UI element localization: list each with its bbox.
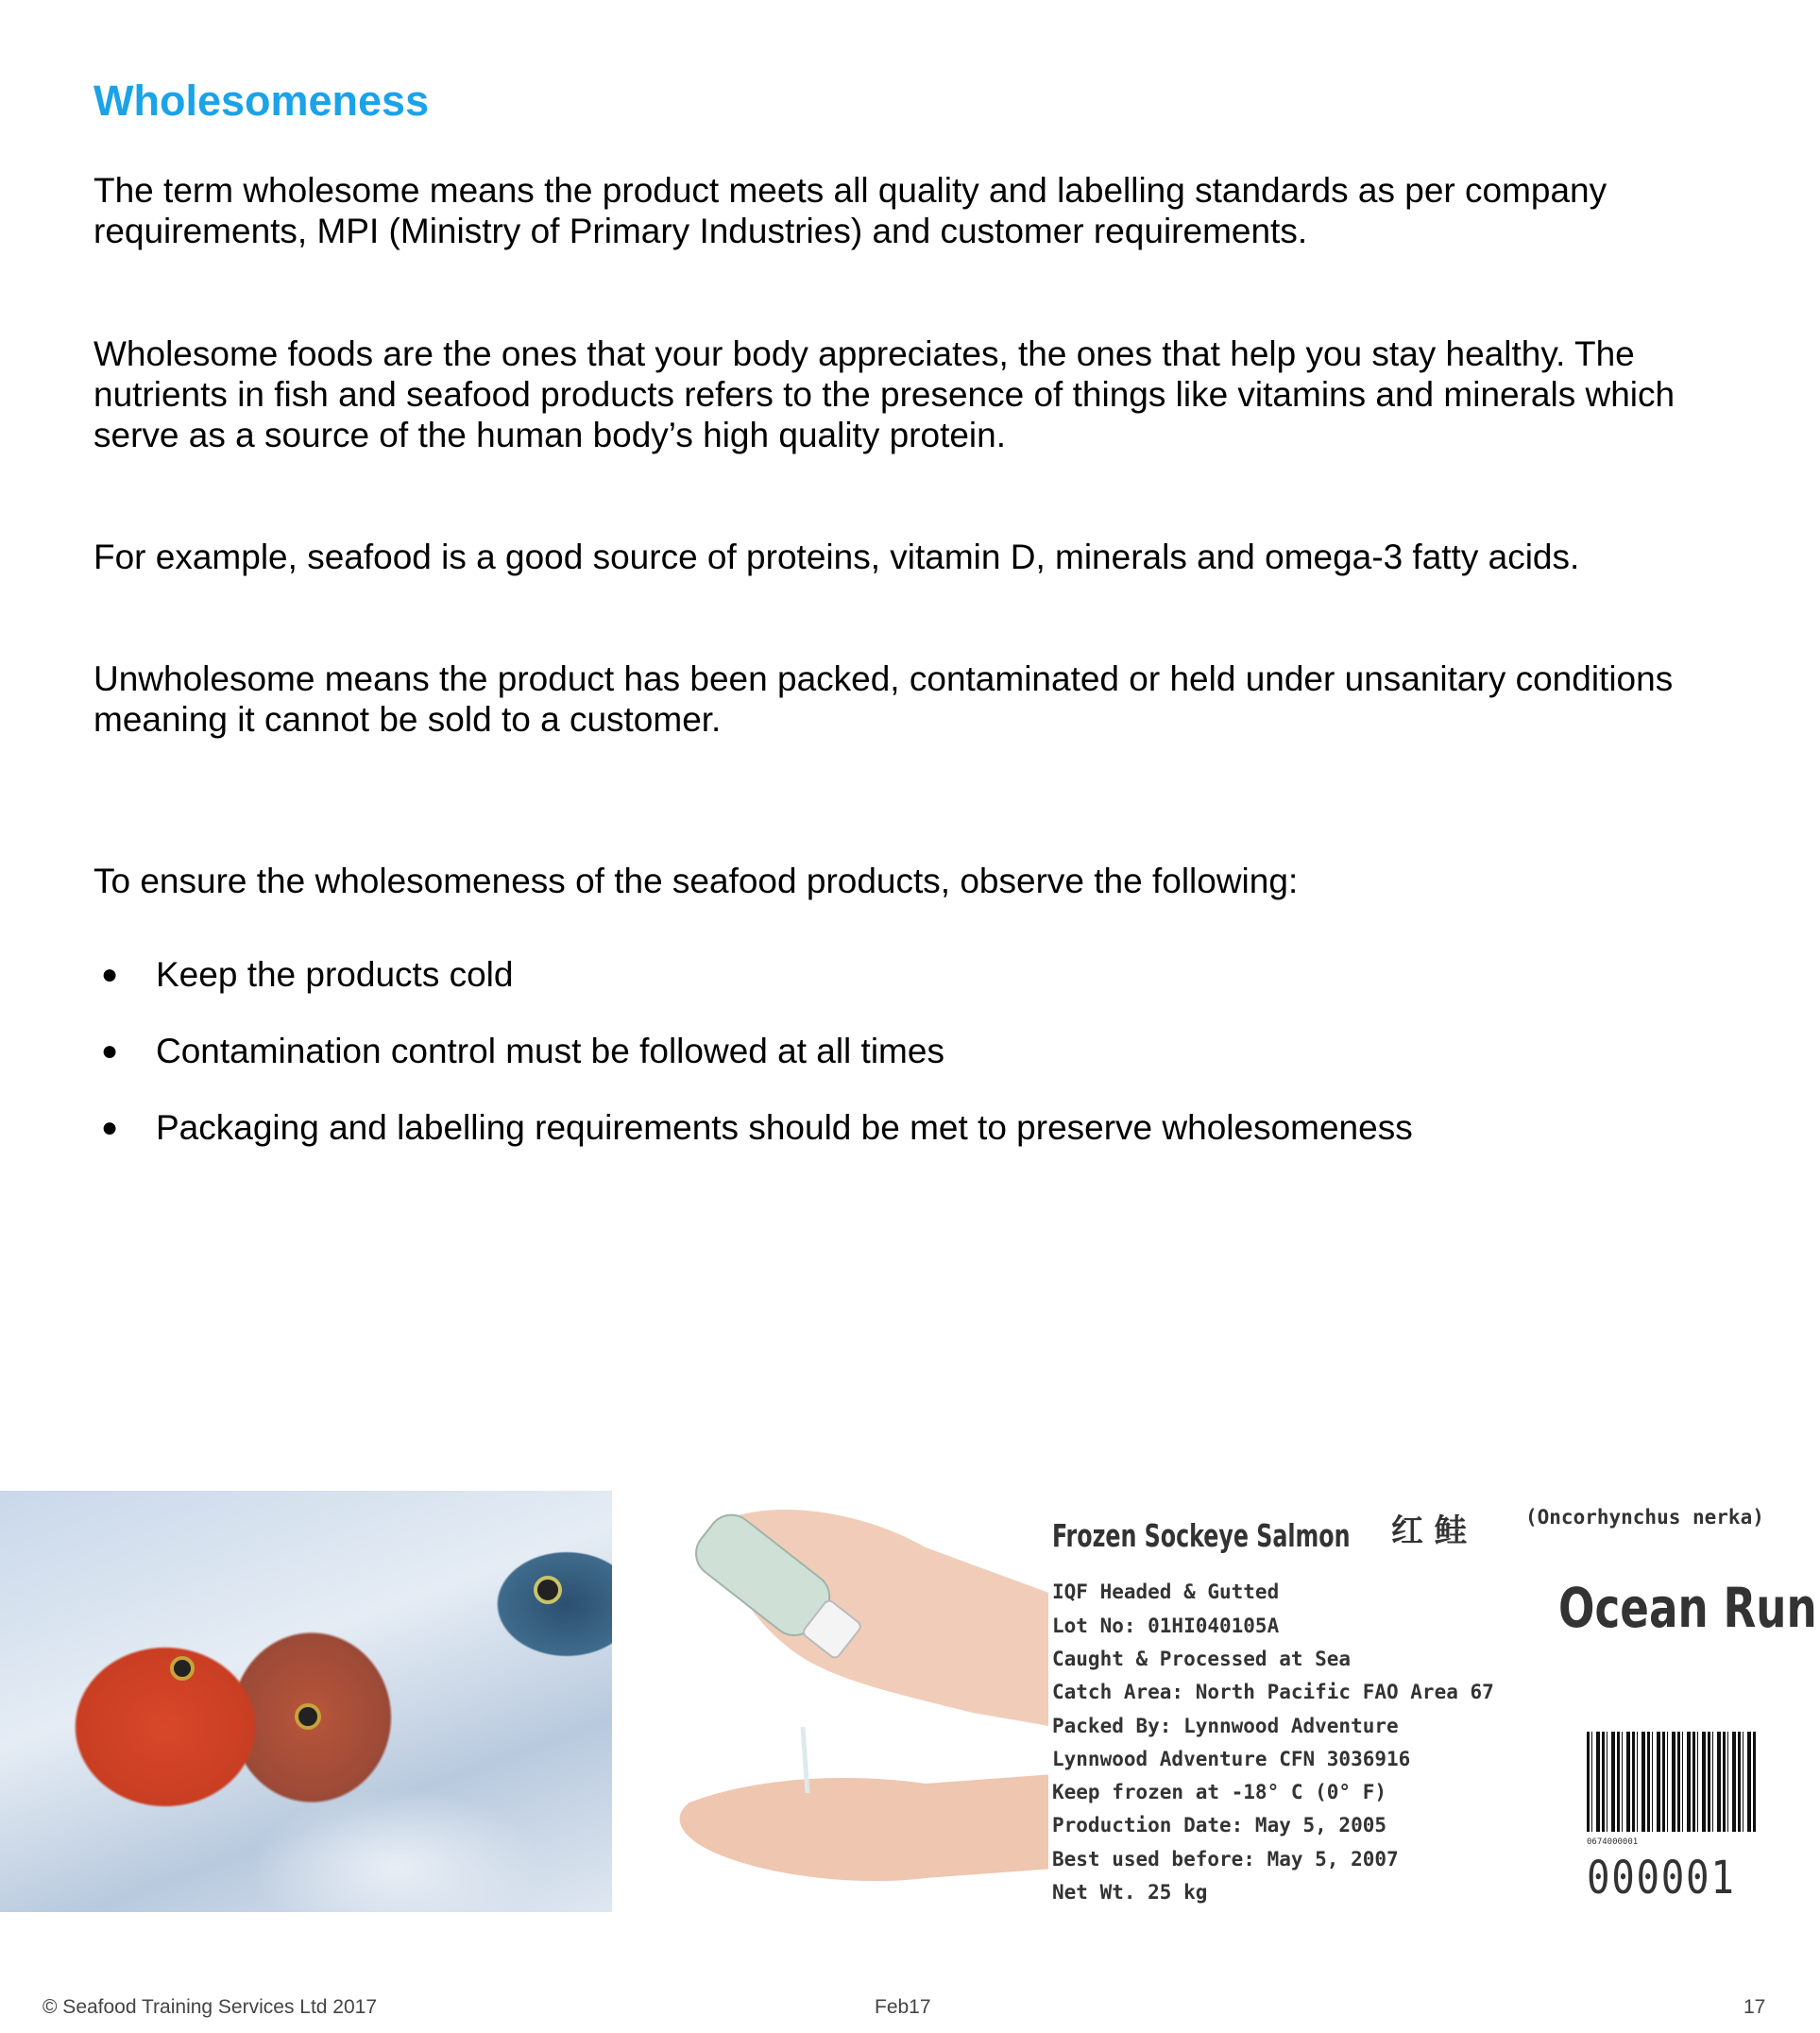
bullet-icon: ● [101, 1035, 119, 1067]
label-line: Production Date: May 5, 2005 [1052, 1814, 1387, 1837]
label-line: Lot No: 01HI040105A [1052, 1614, 1280, 1637]
barcode-icon [1587, 1732, 1757, 1832]
label-line: Keep frozen at -18° C (0° F) [1052, 1781, 1387, 1803]
fish-eye [534, 1576, 562, 1604]
label-line: Best used before: May 5, 2007 [1052, 1848, 1399, 1871]
fish-on-ice-photo [0, 1491, 612, 1912]
label-chinese-name: 红 鲑 [1391, 1512, 1467, 1550]
fish-eye [170, 1656, 195, 1681]
label-brand: Ocean Run [1558, 1576, 1817, 1640]
label-line: Lynnwood Adventure CFN 3036916 [1052, 1748, 1411, 1770]
label-line: Catch Area: North Pacific FAO Area 67 [1052, 1681, 1494, 1703]
paragraph-wholesome-foods: Wholesome foods are the ones that your body appreciates, the ones that help you stay healthy. The nutrients in fish and seafood products refers to the presence of things like vitamins and minerals which serve as a source of the human body’s high quality protein. [94, 334, 1675, 454]
list-item-text: Keep the products cold [156, 955, 514, 994]
label-line: Packed By: Lynnwood Adventure [1052, 1715, 1399, 1737]
list-item-text: Contamination control must be followed at all times [156, 1032, 944, 1070]
footer-page-number: 17 [1743, 1996, 1766, 2018]
fish-eye [295, 1703, 321, 1730]
label-line: IQF Headed & Gutted [1052, 1580, 1280, 1603]
page-title: Wholesomeness [94, 77, 430, 125]
hands-illustration [614, 1491, 1054, 1912]
bullet-icon: ● [101, 959, 119, 990]
paragraph-observe: To ensure the wholesomeness of the seafood products, observe the following: [94, 862, 1299, 900]
list-item-text: Packaging and labelling requirements should be met to preserve wholesomeness [156, 1108, 1413, 1147]
barcode-digits: 0674000001 [1587, 1837, 1639, 1847]
label-serial-code: 000001 [1587, 1852, 1736, 1905]
label-scientific-name: (Oncorhynchus nerka) [1525, 1506, 1764, 1529]
footer-copyright: © Seafood Training Services Ltd 2017 [43, 1996, 378, 2018]
label-product-name: Frozen Sockeye Salmon [1052, 1517, 1351, 1554]
paragraph-example: For example, seafood is a good source of proteins, vitamin D, minerals and omega-3 fatty acids. [94, 538, 1580, 576]
label-line: Net Wt. 25 kg [1052, 1881, 1208, 1904]
hand-sanitiser-photo [614, 1491, 1054, 1912]
footer-date: Feb17 [875, 1996, 931, 2018]
label-line: Caught & Processed at Sea [1052, 1648, 1352, 1670]
bullet-icon: ● [101, 1112, 119, 1143]
paragraph-unwholesome: Unwholesome means the product has been packed, contaminated or held under unsanitary conditions meaning it cannot be sold to a customer. [94, 659, 1674, 739]
product-label-image [1048, 1491, 1820, 1912]
paragraph-definition: The term wholesome means the product meets all quality and labelling standards as per company requirements, MPI (Ministry of Primary Industries) and customer requirements. [94, 171, 1607, 250]
